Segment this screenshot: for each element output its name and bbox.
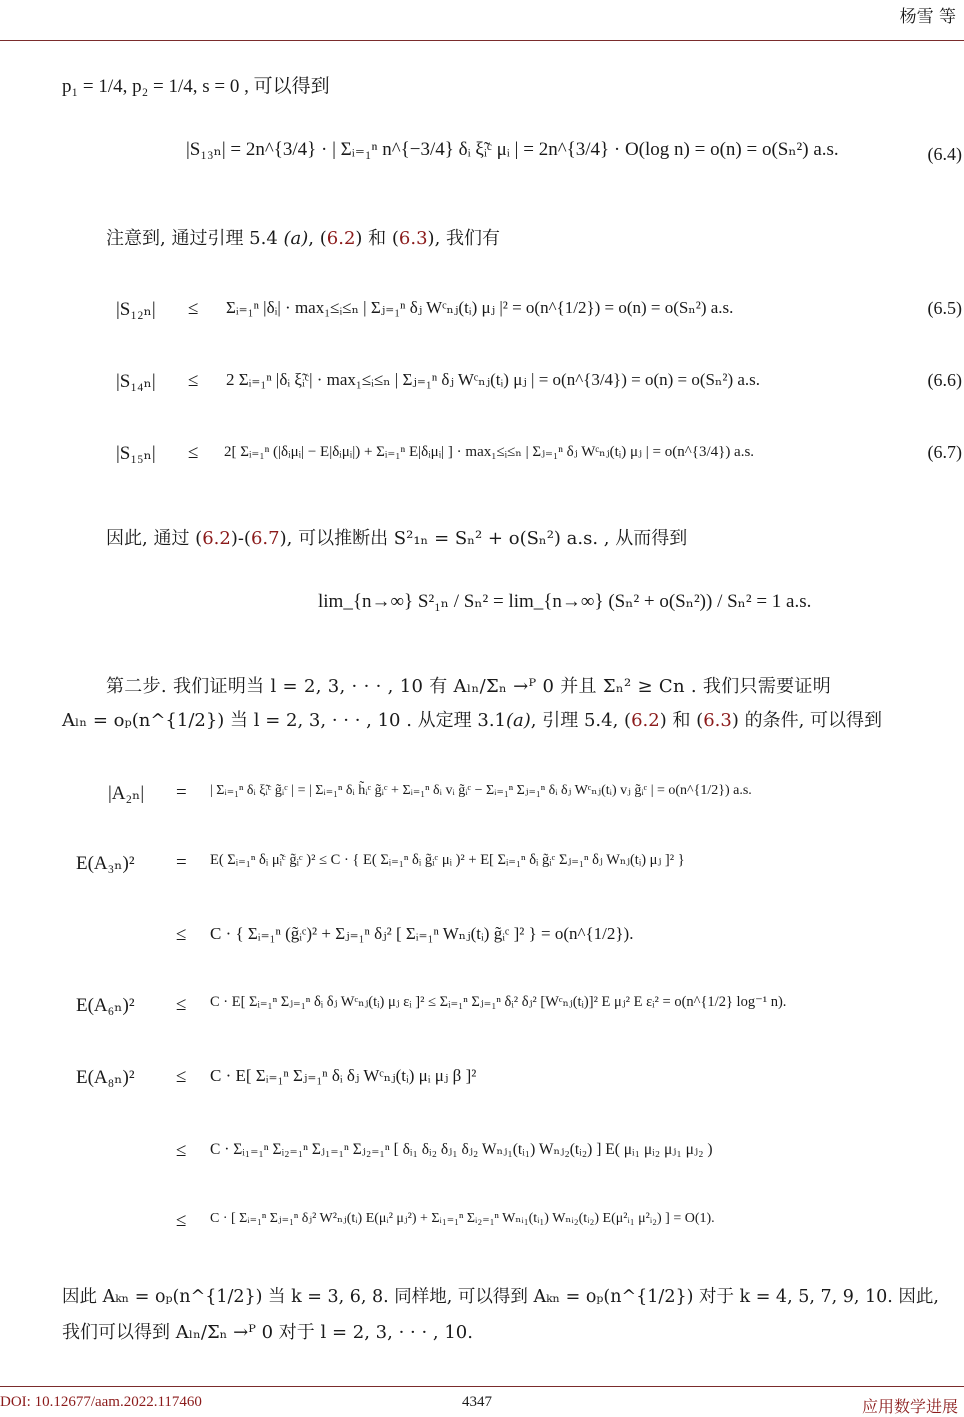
ref-6-3[interactable]: 6.3 — [398, 228, 428, 249]
a8-rel-2: ≤ — [176, 1140, 187, 1161]
equation-number-6-6: (6.6) — [927, 370, 962, 390]
a3-rhs-2: C · { Σᵢ₌₁ⁿ (g̃ᵢᶜ)² + Σⱼ₌₁ⁿ δⱼ² [ Σᵢ₌₁ⁿ Wₙⱼ(tᵢ) g̃ᵢᶜ ]² } = o(n^{1/2}). — [210, 924, 634, 943]
a8-rhs: C · E[ Σᵢ₌₁ⁿ Σⱼ₌₁ⁿ δᵢ δⱼ Wᶜₙⱼ(tᵢ) μᵢ μⱼ β ]² — [210, 1066, 477, 1085]
a3-rel: = — [176, 852, 187, 873]
a6-rel: ≤ — [176, 994, 187, 1015]
note-item-a: (a) — [283, 228, 309, 249]
note-prefix: 注意到, 通过引理 5.4 — [106, 228, 284, 249]
equation-number-6-7: (6.7) — [927, 442, 962, 462]
step2-line-2 — [62, 706, 882, 736]
eq65-lhs: |S₁₂ₙ| — [116, 299, 156, 320]
footer-doi-link[interactable]: DOI: 10.12677/aam.2022.117460 — [0, 1394, 202, 1410]
a2-lhs: |A₂ₙ| — [108, 783, 145, 804]
eq67-rel: ≤ — [188, 442, 199, 463]
a8-lhs: E(A₈ₙ)² — [76, 1067, 135, 1088]
a3-rhs: E( Σᵢ₌₁ⁿ δᵢ μ̃ᵢᶜ g̃ᵢᶜ )² ≤ C · { E( Σᵢ₌₁ⁿ δᵢ g̃ᵢᶜ μᵢ )² + E[ Σᵢ₌₁ⁿ δᵢ g̃ᵢᶜ Σⱼ₌₁ⁿ δⱼ Wₙⱼ(tᵢ) μⱼ ]² } — [210, 852, 685, 868]
eq66-rel: ≤ — [188, 370, 199, 391]
note-sep: , ( — [308, 228, 327, 249]
eq67-rhs: 2[ Σᵢ₌₁ⁿ (|δᵢμᵢ| − E|δᵢμᵢ|) + Σᵢ₌₁ⁿ E|δᵢμᵢ| ] · max₁≤ᵢ≤ₙ | Σⱼ₌₁ⁿ δⱼ Wᶜₙⱼ(tᵢ) μⱼ | = o(n^{3/4}) a.s. — [224, 444, 755, 460]
conclusion-line-1: 因此 Aₖₙ = oₚ(n^{1/2}) 当 k = 3, 6, 8. 同样地, 可以得到 Aₖₙ = oₚ(n^{1/2}) 对于 k = 4, 5, 7, 9, 10. 因此, — [62, 1287, 939, 1307]
ref-6-7[interactable]: 6.7 — [250, 528, 280, 549]
ref-6-3-b[interactable]: 6.3 — [703, 710, 732, 731]
ref-6-2[interactable]: 6.2 — [326, 228, 356, 249]
eq66-rhs: 2 Σᵢ₌₁ⁿ |δᵢ ξ̃ᵢᶜ| · max₁≤ᵢ≤ₙ | Σⱼ₌₁ⁿ δⱼ Wᶜₙⱼ(tᵢ) μⱼ | = o(n^{3/4}) = o(n) = o(Sₙ²) a.s. — [226, 370, 761, 389]
eq67-lhs: |S₁₅ₙ| — [116, 443, 156, 464]
ref-6-2-b[interactable]: 6.2 — [202, 528, 231, 549]
note-end: ), 我们有 — [427, 228, 501, 249]
limit-equation: lim_{n→∞} S²₁ₙ / Sₙ² = lim_{n→∞} (Sₙ² + o(Sₙ²)) / Sₙ² = 1 a.s. — [318, 591, 812, 612]
a8-rhs-2: C · Σᵢ₁₌₁ⁿ Σᵢ₂₌₁ⁿ Σⱼ₁₌₁ⁿ Σⱼ₂₌₁ⁿ [ δᵢ₁ δᵢ₂ δⱼ₁ δⱼ₂ Wₙⱼ₁(tᵢ₁) Wₙⱼ₂(tᵢ₂) ] E( μᵢ₁ μᵢ₂ μⱼ₁ μⱼ₂ ) — [210, 1141, 713, 1158]
a2-rhs: | Σᵢ₌₁ⁿ δᵢ ξ̃ᵢᶜ g̃ᵢᶜ | = | Σᵢ₌₁ⁿ δᵢ h̃ᵢᶜ g̃ᵢᶜ + Σᵢ₌₁ⁿ δᵢ vᵢ g̃ᵢᶜ − Σᵢ₌₁ⁿ Σⱼ₌₁ⁿ δᵢ δⱼ Wᶜₙⱼ(tᵢ) vⱼ g̃ᵢᶜ | = o(n^{1/2}) a.s. — [210, 783, 752, 798]
conclusion-line-2: 我们可以得到 Aₗₙ/Σₙ →ᴾ 0 对于 l = 2, 3, · · · , 10. — [62, 1322, 473, 1343]
note-line — [106, 224, 500, 254]
footer-page-number: 4347 — [462, 1394, 492, 1410]
a8-rhs-3: C · [ Σᵢ₌₁ⁿ Σⱼ₌₁ⁿ δⱼ² W²ₙⱼ(tᵢ) E(μᵢ² μⱼ²) + Σᵢ₁₌₁ⁿ Σᵢ₂₌₁ⁿ Wₙᵢ₁(tᵢ₁) Wₙᵢ₂(tᵢ₂) E(μ²ᵢ₁ μ²ᵢ₂) ] = O(1). — [210, 1211, 715, 1226]
eq65-rel: ≤ — [188, 298, 199, 319]
eq66-lhs: |S₁₄ₙ| — [116, 371, 156, 392]
thus-dash: )-( — [230, 528, 251, 549]
a8-rel-3: ≤ — [176, 1210, 187, 1231]
ref-6-2-c[interactable]: 6.2 — [631, 710, 660, 731]
intro-line: p₁ = 1/4, p₂ = 1/4, s = 0 , 可以得到 — [62, 76, 330, 97]
equation-number-6-4: (6.4) — [927, 144, 962, 164]
step2-and: ) 和 ( — [659, 710, 704, 731]
step2-item-a: (a) — [506, 710, 531, 731]
footer-journal-link[interactable]: 应用数学进展 — [861, 1397, 958, 1416]
step2-mid: , 引理 5.4, ( — [530, 710, 632, 731]
a6-lhs: E(A₆ₙ)² — [76, 995, 135, 1016]
a8-rel: ≤ — [176, 1066, 187, 1087]
running-header-author: 杨雪 等 — [899, 7, 956, 27]
eq65-rhs: Σᵢ₌₁ⁿ |δᵢ| · max₁≤ᵢ≤ₙ | Σⱼ₌₁ⁿ δⱼ Wᶜₙⱼ(tᵢ) μⱼ |² = o(n^{1/2}) = o(n) = o(Sₙ²) a.s. — [226, 298, 734, 317]
step2-end: ) 的条件, 可以得到 — [731, 710, 883, 731]
a2-rel: = — [176, 782, 187, 803]
note-mid: ) 和 ( — [355, 228, 399, 249]
thus-line — [106, 524, 687, 554]
equation-6-4: |S₁₃ₙ| = 2n^{3/4} · | Σᵢ₌₁ⁿ n^{−3/4} δᵢ ξ̃ᵢᶜ μᵢ | = 2n^{3/4} · O(log n) = o(n) = o(Sₙ²) a.s. — [186, 139, 839, 160]
a6-rhs: C · E[ Σᵢ₌₁ⁿ Σⱼ₌₁ⁿ δᵢ δⱼ Wᶜₙⱼ(tᵢ) μⱼ εᵢ ]² ≤ Σᵢ₌₁ⁿ Σⱼ₌₁ⁿ δᵢ² δⱼ² [Wᶜₙⱼ(tᵢ)]² E μⱼ² E εᵢ² = o(n^{1/2} log⁻¹ n). — [210, 994, 787, 1010]
equation-number-6-5: (6.5) — [927, 298, 962, 318]
footer-rule — [0, 1386, 964, 1387]
thus-end: ), 可以推断出 S²₁ₙ = Sₙ² + o(Sₙ²) a.s. , 从而得到 — [279, 528, 688, 549]
step2-prefix: Aₗₙ = oₚ(n^{1/2}) 当 l = 2, 3, · · · , 10 . 从定理 3.1 — [62, 710, 507, 731]
thus-prefix: 因此, 通过 ( — [106, 528, 203, 549]
header-rule — [0, 40, 964, 41]
step2-line-1: 第二步. 我们证明当 l = 2, 3, · · · , 10 有 Aₗₙ/Σₙ →ᴾ 0 并且 Σₙ² ≥ Cn . 我们只需要证明 — [106, 676, 832, 697]
a3-lhs: E(A₃ₙ)² — [76, 853, 135, 874]
a3-rel-2: ≤ — [176, 924, 187, 945]
